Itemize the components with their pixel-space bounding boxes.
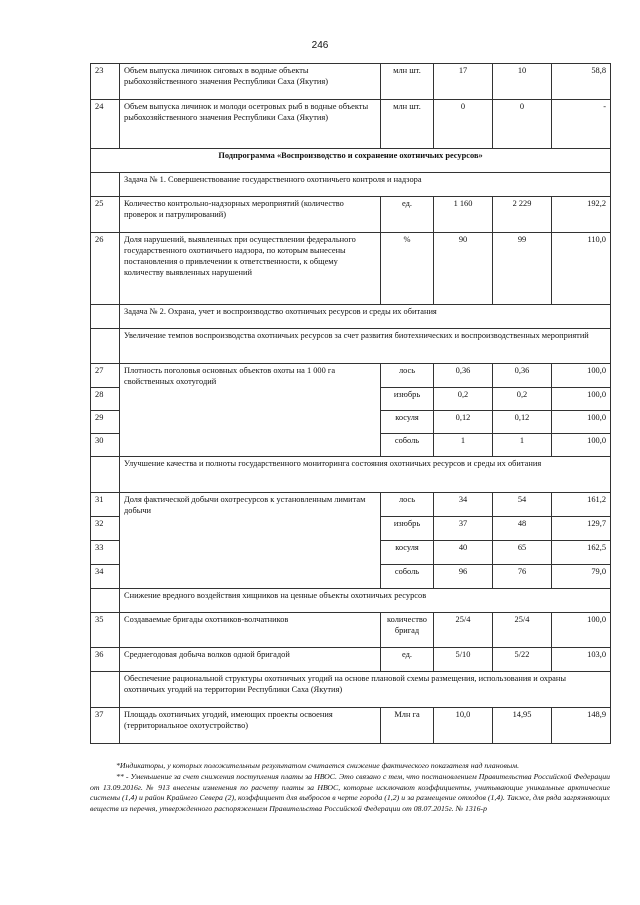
percent-value: 148,9: [552, 708, 611, 744]
row-number: 27: [91, 364, 120, 388]
table-row: [91, 648, 611, 672]
percent-value: -: [552, 100, 611, 149]
table-row: [91, 613, 611, 648]
percent-value: 100,0: [552, 388, 611, 411]
section-row: [91, 672, 611, 708]
unit-cell: косуля: [381, 541, 434, 565]
percent-value: 192,2: [552, 197, 611, 233]
row-number: 37: [91, 708, 120, 744]
table-row: [91, 64, 611, 100]
indicator-name: Доля фактической добычи охотресурсов к установленным лимитам добычи: [120, 493, 381, 589]
row-number: 36: [91, 648, 120, 672]
row-number: 29: [91, 411, 120, 434]
indicator-name: Плотность поголовья основных объектов охоты на 1 000 га свойственных охотугодий: [120, 364, 381, 457]
percent-value: 110,0: [552, 233, 611, 305]
plan-value: 34: [434, 493, 493, 517]
indicator-name: Среднегодовая добыча волков одной бригадой: [120, 648, 381, 672]
unit-cell: лось: [381, 364, 434, 388]
row-number: 24: [91, 100, 120, 149]
table-row: [91, 708, 611, 744]
unit-cell: Млн га: [381, 708, 434, 744]
unit-cell: изюбрь: [381, 388, 434, 411]
page-number: 246: [311, 40, 329, 51]
fact-value: 5/22: [493, 648, 552, 672]
plan-value: 5/10: [434, 648, 493, 672]
percent-value: 162,5: [552, 541, 611, 565]
section-title: Обеспечение рациональной структуры охотничьих угодий на основе плановой схемы размещения, использования и охраны охотничьих угодий на территории Республики Саха (Якутия): [120, 672, 611, 708]
unit-cell: млн шт.: [381, 100, 434, 149]
row-number: 25: [91, 197, 120, 233]
table-row: [91, 493, 611, 517]
plan-value: 37: [434, 517, 493, 541]
plan-value: 25/4: [434, 613, 493, 648]
percent-value: 100,0: [552, 364, 611, 388]
fact-value: 0,36: [493, 364, 552, 388]
plan-value: 1 160: [434, 197, 493, 233]
section-title: Снижение вредного воздействия хищников на ценные объекты охотничьих ресурсов: [120, 589, 611, 613]
indicator-name: Площадь охотничьих угодий, имеющих проекты освоения (территориальное охотустройство): [120, 708, 381, 744]
footnotes: [90, 761, 610, 815]
plan-value: 0,2: [434, 388, 493, 411]
fact-value: 2 229: [493, 197, 552, 233]
indicators-table: [90, 63, 611, 744]
fact-value: 14,95: [493, 708, 552, 744]
plan-value: 1: [434, 434, 493, 457]
section-title: Увеличение темпов воспроизводства охотничьих ресурсов за счет развития биотехнических и воспроизводственных мероприятий: [120, 329, 611, 364]
row-number: 35: [91, 613, 120, 648]
row-number: 30: [91, 434, 120, 457]
row-number: 33: [91, 541, 120, 565]
row-number: 34: [91, 565, 120, 589]
subprogram-row: [91, 149, 611, 173]
percent-value: 161,2: [552, 493, 611, 517]
percent-value: 100,0: [552, 613, 611, 648]
table-row: [91, 100, 611, 149]
percent-value: 129,7: [552, 517, 611, 541]
unit-cell: косуля: [381, 411, 434, 434]
section-row: [91, 457, 611, 493]
unit-cell: ед.: [381, 197, 434, 233]
indicator-name: Создаваемые бригады охотников-волчатников: [120, 613, 381, 648]
unit-cell: ед.: [381, 648, 434, 672]
plan-value: 90: [434, 233, 493, 305]
task-title: Задача № 1. Совершенствование государственного охотничьего контроля и надзора: [120, 173, 611, 197]
plan-value: 96: [434, 565, 493, 589]
fact-value: 76: [493, 565, 552, 589]
plan-value: 0: [434, 100, 493, 149]
fact-value: 0: [493, 100, 552, 149]
fact-value: 25/4: [493, 613, 552, 648]
indicator-name: Количество контрольно-надзорных мероприятий (количество проверок и патрулирований): [120, 197, 381, 233]
section-row: [91, 329, 611, 364]
footnote-2: ** - Уменьшение за счет снижения поступления платы за НВОС. Это связано с тем, что постановлением Правительства Российской Федерации от 13.09.2016г. № 913 внесены изменения по расчету платы за НВОС, которые исключают коэффициенты, учитывающие уникальные арктические системы (1,4) и район Крайнего Севера (2), коэффициент для выбросов в черте города (1,2) и за размещение отходов (1,4). Также, для ряда загрязняющих веществ из перечня, утвержденного распоряжением Правительства Российской Федерации от 08.07.2015г. № 1316-р: [90, 771, 610, 813]
percent-value: 100,0: [552, 411, 611, 434]
fact-value: 65: [493, 541, 552, 565]
plan-value: 10,0: [434, 708, 493, 744]
fact-value: 99: [493, 233, 552, 305]
plan-value: 40: [434, 541, 493, 565]
percent-value: 58,8: [552, 64, 611, 100]
row-number: 31: [91, 493, 120, 517]
unit-cell: лось: [381, 493, 434, 517]
unit-cell: количество бригад: [381, 613, 434, 648]
row-number: 26: [91, 233, 120, 305]
unit-cell: соболь: [381, 565, 434, 589]
task-row: [91, 173, 611, 197]
fact-value: 1: [493, 434, 552, 457]
unit-cell: млн шт.: [381, 64, 434, 100]
indicator-name: Объем выпуска личинок сиговых в водные объекты рыбохозяйственного значения Республики Саха (Якутия): [120, 64, 381, 100]
unit-cell: соболь: [381, 434, 434, 457]
unit-cell: %: [381, 233, 434, 305]
indicator-name: Объем выпуска личинок и молоди осетровых рыб в водные объекты рыбохозяйственного значения Республики Саха (Якутия): [120, 100, 381, 149]
plan-value: 0,12: [434, 411, 493, 434]
task-title: Задача № 2. Охрана, учет и воспроизводство охотничьих ресурсов и среды их обитания: [120, 305, 611, 329]
row-number: 32: [91, 517, 120, 541]
plan-value: 0,36: [434, 364, 493, 388]
unit-cell: изюбрь: [381, 517, 434, 541]
fact-value: 48: [493, 517, 552, 541]
footnote-1: *Индикаторы, у которых положительным результатом считается снижение фактического показателя над плановым.: [116, 761, 520, 770]
table-row: [91, 233, 611, 305]
row-number: 28: [91, 388, 120, 411]
percent-value: 103,0: [552, 648, 611, 672]
task-row: [91, 305, 611, 329]
fact-value: 54: [493, 493, 552, 517]
table-row: [91, 197, 611, 233]
fact-value: 0,12: [493, 411, 552, 434]
fact-value: 0,2: [493, 388, 552, 411]
percent-value: 100,0: [552, 434, 611, 457]
percent-value: 79,0: [552, 565, 611, 589]
plan-value: 17: [434, 64, 493, 100]
section-title: Улучшение качества и полноты государственного мониторинга состояния охотничьих ресурсов и среды их обитания: [120, 457, 611, 493]
subprogram-title: Подпрограмма «Воспроизводство и сохранение охотничьих ресурсов»: [91, 149, 611, 173]
fact-value: 10: [493, 64, 552, 100]
indicator-name: Доля нарушений, выявленных при осуществлении федерального государственного охотничьего надзора, по которым вынесены постановления о привлечении к ответственности, к общему количеству выявленных нарушений: [120, 233, 381, 305]
row-number: 23: [91, 64, 120, 100]
table-row: [91, 364, 611, 388]
section-row: [91, 589, 611, 613]
